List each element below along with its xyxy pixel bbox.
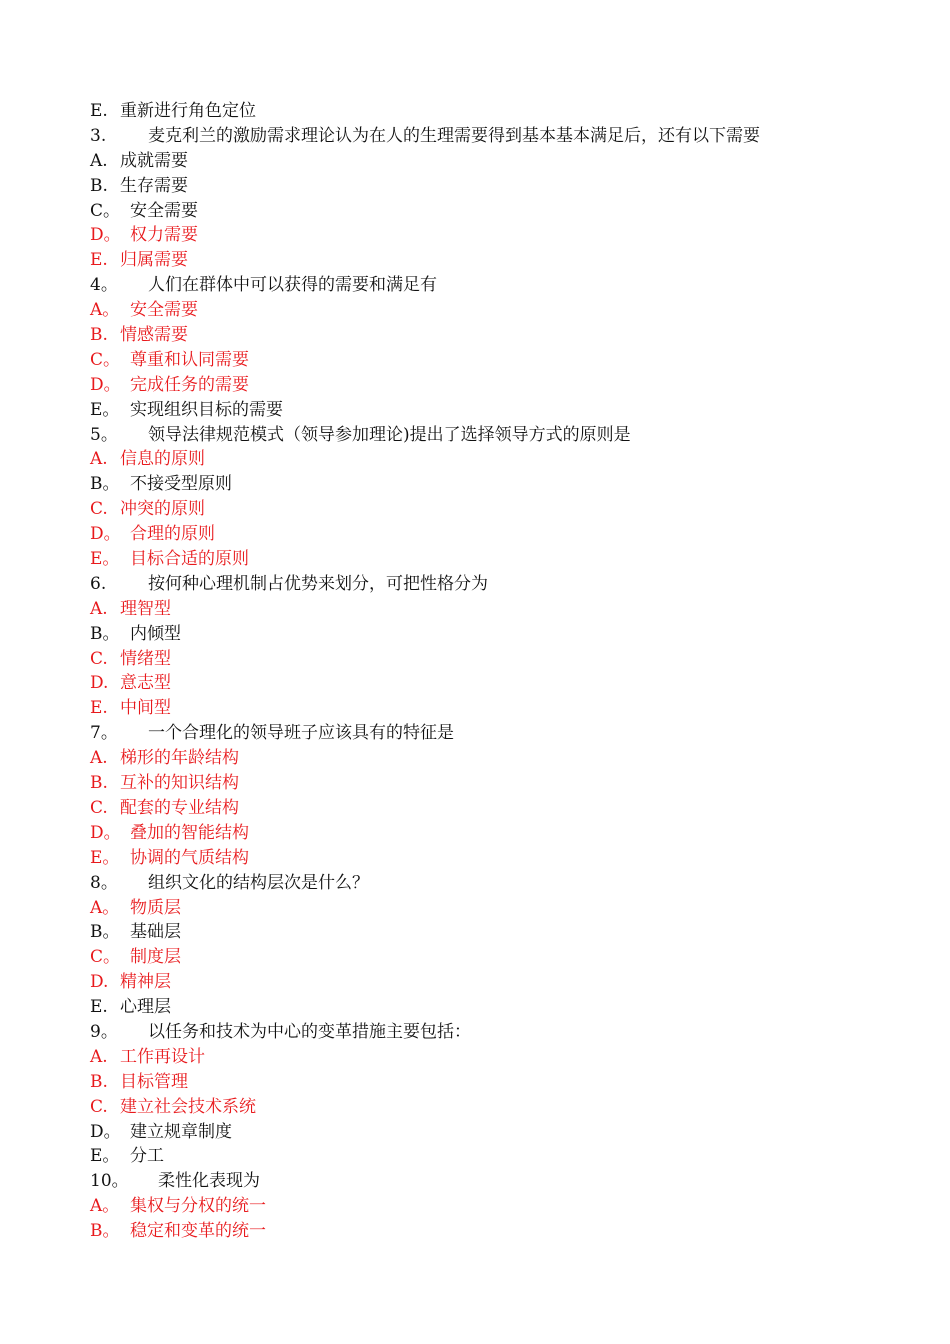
option-text: 安全需要 xyxy=(130,300,198,321)
option xyxy=(90,199,870,224)
answer-option xyxy=(90,796,870,821)
option-text: 建立社会技术系统 xyxy=(120,1096,256,1117)
option-text: 协调的气质结构 xyxy=(130,847,249,868)
option-text: 尊重和认同需要 xyxy=(130,349,249,370)
option-letter: C. xyxy=(90,499,108,520)
option-text: 内倾型 xyxy=(130,623,181,644)
option-letter: D. xyxy=(90,673,109,694)
option-letter: A。 xyxy=(90,897,120,918)
option-letter: E。 xyxy=(90,847,120,868)
option-text: 不接受型原则 xyxy=(130,474,232,495)
answer-option xyxy=(90,323,870,348)
option-text: 归属需要 xyxy=(120,250,188,271)
option-letter: A。 xyxy=(90,300,120,321)
option-text: 信息的原则 xyxy=(120,449,205,470)
option-text: 配套的专业结构 xyxy=(120,797,239,818)
option-text: 梯形的年龄结构 xyxy=(120,748,239,769)
option-text: 目标合适的原则 xyxy=(130,549,249,570)
option-letter: C. xyxy=(90,648,108,669)
option-text: 分工 xyxy=(130,1146,164,1167)
question-text: 人们在群体中可以获得的需要和满足有 xyxy=(148,275,437,296)
option-text: 建立规章制度 xyxy=(130,1121,232,1142)
option-text: 生存需要 xyxy=(120,175,188,196)
option xyxy=(90,995,870,1020)
option-text: 心理层 xyxy=(120,997,171,1018)
option-letter: B. xyxy=(90,773,108,794)
option-letter: C。 xyxy=(90,947,121,968)
option-text: 成就需要 xyxy=(120,150,188,171)
question-number: 5。 xyxy=(90,424,118,445)
option-text: 冲突的原则 xyxy=(120,499,205,520)
question-line xyxy=(90,423,870,448)
document-page xyxy=(90,99,870,1244)
question-line xyxy=(90,572,870,597)
answer-option xyxy=(90,696,870,721)
option-text: 安全需要 xyxy=(130,200,198,221)
answer-option xyxy=(90,298,870,323)
question-text: 领导法律规范模式（领导参加理论)提出了选择领导方式的原则是 xyxy=(148,424,631,445)
answer-option xyxy=(90,1095,870,1120)
option-letter: C。 xyxy=(90,200,121,221)
answer-option xyxy=(90,497,870,522)
option-text: 工作再设计 xyxy=(120,1046,205,1067)
option-letter: B. xyxy=(90,175,108,196)
answer-option xyxy=(90,248,870,273)
option-letter: B。 xyxy=(90,922,120,943)
option-text: 权力需要 xyxy=(130,225,198,246)
option-letter: A. xyxy=(90,748,108,769)
option-text: 情感需要 xyxy=(120,325,188,346)
option-text: 叠加的智能结构 xyxy=(130,822,249,843)
question-number: 4。 xyxy=(90,275,118,296)
option-letter: B. xyxy=(90,325,108,346)
option-letter: A. xyxy=(90,1046,108,1067)
option-text: 意志型 xyxy=(120,673,171,694)
answer-option xyxy=(90,671,870,696)
option-letter: A. xyxy=(90,150,108,171)
question-number: 6. xyxy=(90,573,107,594)
option-text: 理智型 xyxy=(120,598,171,619)
question-number: 9。 xyxy=(90,1021,118,1042)
answer-option xyxy=(90,373,870,398)
question-line xyxy=(90,124,870,149)
answer-option xyxy=(90,522,870,547)
option-letter: C. xyxy=(90,1096,108,1117)
option-text: 制度层 xyxy=(130,947,181,968)
option-letter: A. xyxy=(90,449,108,470)
option-letter: A. xyxy=(90,598,108,619)
option-letter: B。 xyxy=(90,1221,120,1242)
option-text: 中间型 xyxy=(120,698,171,719)
option xyxy=(90,920,870,945)
option-letter: D。 xyxy=(90,822,121,843)
question-number: 3. xyxy=(90,125,107,146)
question-line xyxy=(90,273,870,298)
answer-option xyxy=(90,1045,870,1070)
answer-option xyxy=(90,647,870,672)
answer-option xyxy=(90,348,870,373)
question-line xyxy=(90,721,870,746)
option xyxy=(90,99,870,124)
answer-option xyxy=(90,1194,870,1219)
question-text: 麦克利兰的激励需求理论认为在人的生理需要得到基本基本满足后，还有以下需要 xyxy=(148,125,760,146)
option-text: 互补的知识结构 xyxy=(120,773,239,794)
option xyxy=(90,149,870,174)
option-letter: E。 xyxy=(90,549,120,570)
option-letter: D。 xyxy=(90,374,121,395)
option-text: 精神层 xyxy=(120,972,171,993)
question-line xyxy=(90,1169,870,1194)
answer-option xyxy=(90,896,870,921)
option-letter: D。 xyxy=(90,524,121,545)
option-text: 稳定和变革的统一 xyxy=(130,1221,266,1242)
question-number: 10。 xyxy=(90,1171,129,1192)
option-text: 完成任务的需要 xyxy=(130,374,249,395)
option xyxy=(90,174,870,199)
option-text: 实现组织目标的需要 xyxy=(130,399,283,420)
question-line xyxy=(90,1020,870,1045)
option-letter: D。 xyxy=(90,1121,121,1142)
option-letter: B。 xyxy=(90,474,120,495)
option-letter: B。 xyxy=(90,623,120,644)
option xyxy=(90,398,870,423)
answer-option xyxy=(90,1070,870,1095)
answer-option xyxy=(90,223,870,248)
question-line xyxy=(90,871,870,896)
question-text: 以任务和技术为中心的变革措施主要包括： xyxy=(148,1021,471,1042)
option-text: 合理的原则 xyxy=(130,524,215,545)
option xyxy=(90,1120,870,1145)
option-letter: A。 xyxy=(90,1196,120,1217)
answer-option xyxy=(90,597,870,622)
option-letter: E. xyxy=(90,101,108,121)
answer-option xyxy=(90,447,870,472)
answer-option xyxy=(90,821,870,846)
option-letter: E. xyxy=(90,250,108,271)
option-letter: E。 xyxy=(90,1146,120,1167)
option-text: 集权与分权的统一 xyxy=(130,1196,266,1217)
option-text: 基础层 xyxy=(130,922,181,943)
option-text: 目标管理 xyxy=(120,1071,188,1092)
option xyxy=(90,622,870,647)
option-letter: E. xyxy=(90,698,108,719)
option-text: 重新进行角色定位 xyxy=(120,101,256,121)
option xyxy=(90,472,870,497)
option-letter: D。 xyxy=(90,225,121,246)
answer-option xyxy=(90,771,870,796)
option xyxy=(90,1144,870,1169)
question-number: 8。 xyxy=(90,872,118,893)
option-letter: C。 xyxy=(90,349,121,370)
option-text: 物质层 xyxy=(130,897,181,918)
question-number: 7。 xyxy=(90,723,118,744)
option-letter: B. xyxy=(90,1071,108,1092)
question-text: 柔性化表现为 xyxy=(158,1171,260,1192)
option-letter: C. xyxy=(90,797,108,818)
answer-option xyxy=(90,547,870,572)
answer-option xyxy=(90,1219,870,1244)
answer-option xyxy=(90,746,870,771)
option-text: 情绪型 xyxy=(120,648,171,669)
question-text: 一个合理化的领导班子应该具有的特征是 xyxy=(148,723,454,744)
question-text: 组织文化的结构层次是什么？ xyxy=(148,872,369,893)
option-letter: E。 xyxy=(90,399,120,420)
answer-option xyxy=(90,945,870,970)
answer-option xyxy=(90,846,870,871)
option-letter: E. xyxy=(90,997,108,1018)
option-letter: D. xyxy=(90,972,109,993)
answer-option xyxy=(90,970,870,995)
question-text: 按何种心理机制占优势来划分，可把性格分为 xyxy=(148,573,488,594)
